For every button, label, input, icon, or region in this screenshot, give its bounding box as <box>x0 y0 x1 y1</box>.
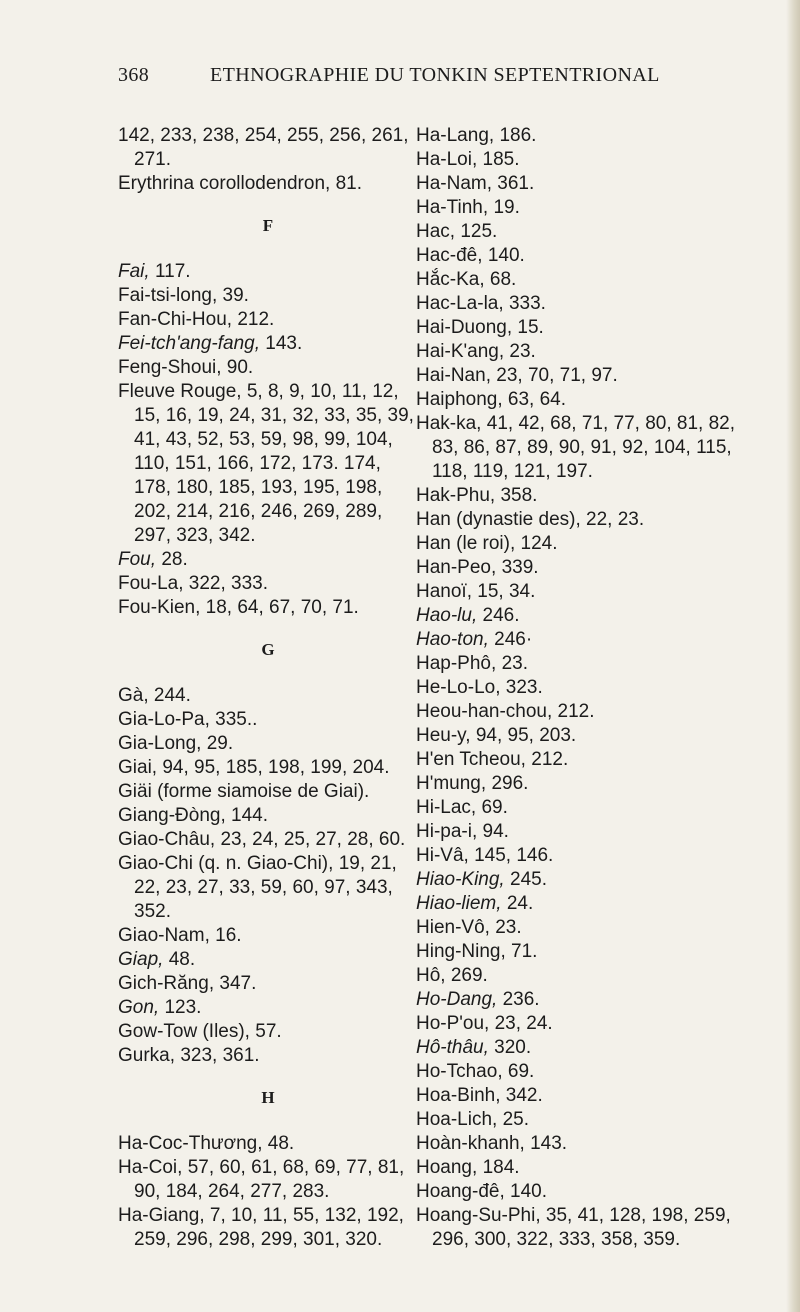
entry-term: Hien-Vô, <box>416 917 490 938</box>
entry-page-refs: 90. <box>226 357 254 378</box>
entry-term: Heou-han-chou, <box>416 701 553 722</box>
entry-page-refs: 323, 361. <box>180 1045 260 1066</box>
entry-page-refs: 143. <box>530 1133 568 1154</box>
entry-term: Fei-tch'ang-fang, <box>118 333 260 354</box>
index-entry <box>416 628 736 652</box>
index-entry <box>416 268 736 292</box>
running-title: ETHNOGRAPHIE DU TONKIN SEPTENTRIONAL <box>210 64 660 86</box>
entry-page-refs: 69. <box>481 797 508 818</box>
index-entry <box>416 244 736 268</box>
index-entry <box>118 1132 418 1156</box>
index-entry <box>118 1020 418 1044</box>
index-entry <box>416 1156 736 1180</box>
index-entry <box>416 124 736 148</box>
entry-term: Ha-Loi, <box>416 149 478 170</box>
index-entry <box>416 172 736 196</box>
entry-term: Giäi <box>118 781 152 802</box>
entry-page-refs: 69. <box>507 1061 535 1082</box>
entry-page-refs: 24. <box>506 893 534 914</box>
entry-term: Han-Peo, <box>416 557 497 578</box>
entry-term: Hô-thâu, <box>416 1037 489 1058</box>
entry-page-refs: 23. <box>495 917 522 938</box>
entry-page-refs: 57. <box>255 1021 282 1042</box>
entry-term: H'en Tcheou, <box>416 749 526 770</box>
entry-page-refs: 5, 8, 9, 10, 11, 12, 15, 16, 19, 24, 31, 32, 33, 35, 39, 41, 43, 52, 53, 59, 98, 99, 104, 110, 151, 166, 172, 173. 174, 178, 180, 185, 193, 195, 198, 202, 214, 216, 246, 269, 289, 297, 323, 342. <box>134 381 414 546</box>
index-entry <box>118 756 418 780</box>
entry-page-refs: 23. <box>501 653 528 674</box>
entry-term: Han <box>416 533 451 554</box>
index-entry <box>416 1132 736 1156</box>
entry-term: Hi-Lac, <box>416 797 477 818</box>
entry-page-refs: (q. n. Giao-Chi), 19, 21, 22, 23, 27, 33, 59, 60, 97, 343, 352. <box>134 853 397 922</box>
entry-page-refs: 18, 64, 67, 70, 71. <box>205 597 359 618</box>
section-letter: F <box>262 216 274 235</box>
entry-term: Hi-pa-i, <box>416 821 478 842</box>
entry-page-refs: 140. <box>510 1181 547 1202</box>
index-entry <box>118 260 418 284</box>
entry-page-refs: 63, 64. <box>507 389 567 410</box>
index-entry <box>416 1108 736 1132</box>
entry-page-refs: 48. <box>267 1133 295 1154</box>
entry-term: Giap, <box>118 949 164 970</box>
index-entry <box>118 332 418 356</box>
entry-page-refs: 144. <box>231 805 268 826</box>
entry-page-refs: 23, 24. <box>494 1013 553 1034</box>
entry-page-refs: 23, 70, 71, 97. <box>496 365 618 386</box>
entry-page-refs: 333. <box>508 293 546 314</box>
entry-term: Hai-Duong, <box>416 317 513 338</box>
index-entry <box>118 804 418 828</box>
index-entry <box>416 484 736 508</box>
entry-term: Ha-Nam, <box>416 173 493 194</box>
entry-page-refs: 236. <box>502 989 540 1010</box>
entry-term: Ha-Giang, <box>118 1205 205 1226</box>
index-entry <box>416 220 736 244</box>
index-entry <box>118 380 418 548</box>
entry-page-refs: 212. <box>557 701 595 722</box>
entry-term: Giao-Nam, <box>118 925 210 946</box>
index-entry <box>416 148 736 172</box>
index-entry <box>118 356 418 380</box>
index-entry <box>416 556 736 580</box>
entry-page-refs: 125. <box>460 221 498 242</box>
index-entry <box>118 596 418 620</box>
entry-page-refs: 39. <box>222 285 249 306</box>
entry-page-refs: 269. <box>450 965 488 986</box>
entry-term: Hoang-đê, <box>416 1181 505 1202</box>
entry-term: Hiao-liem, <box>416 893 502 914</box>
entry-page-refs: 335.. <box>215 709 258 730</box>
index-entry <box>416 868 736 892</box>
index-column-left <box>118 124 418 1252</box>
entry-page-refs: 29. <box>206 733 234 754</box>
page-edge-shadow <box>786 0 800 1312</box>
entry-page-refs: 94, 95, 203. <box>475 725 577 746</box>
index-entry <box>118 1156 418 1204</box>
entry-page-refs: 186. <box>499 125 537 146</box>
entry-page-refs: 322, 333. <box>188 573 269 594</box>
entry-term: Hap-Phô, <box>416 653 497 674</box>
entry-page-refs: 296. <box>491 773 529 794</box>
entry-term: Ho-Dang, <box>416 989 498 1010</box>
entry-page-refs: 347. <box>219 973 257 994</box>
entry-page-refs: 15, 34. <box>477 581 536 602</box>
index-entry <box>416 1060 736 1084</box>
entry-page-refs: 117. <box>154 261 191 282</box>
index-entry <box>416 340 736 364</box>
entry-term: Giai, <box>118 757 158 778</box>
index-entry <box>118 828 418 852</box>
entry-page-refs: 25. <box>502 1109 530 1130</box>
index-entry <box>416 676 736 700</box>
entry-term: Fou, <box>118 549 157 570</box>
entry-term: Gon, <box>118 997 160 1018</box>
entry-page-refs: 361. <box>497 173 535 194</box>
entry-term: Feng-Shoui, <box>118 357 222 378</box>
entry-page-refs: 48. <box>168 949 196 970</box>
entry-term: Hô, <box>416 965 446 986</box>
entry-term: Gia-Lo-Pa, <box>118 709 210 730</box>
index-entry <box>416 892 736 916</box>
entry-term: Hac, <box>416 221 456 242</box>
entry-page-refs: 342. <box>505 1085 543 1106</box>
index-entry <box>118 172 418 196</box>
index-entry <box>416 364 736 388</box>
entry-term: H'mung, <box>416 773 487 794</box>
index-entry <box>118 308 418 332</box>
entry-page-refs: 184. <box>482 1157 520 1178</box>
entry-page-refs: 212. <box>237 309 275 330</box>
index-entry <box>118 996 418 1020</box>
index-entry <box>118 572 418 596</box>
index-entry <box>416 652 736 676</box>
entry-term: Gia-Long, <box>118 733 202 754</box>
index-entry <box>416 1180 736 1204</box>
entry-term: Fan-Chi-Hou, <box>118 309 233 330</box>
entry-term: He-Lo-Lo, <box>416 677 501 698</box>
entry-term: Fou-La, <box>118 573 184 594</box>
entry-term: Fai, <box>118 261 150 282</box>
index-entry <box>416 412 736 484</box>
index-entry <box>416 988 736 1012</box>
index-entry <box>416 292 736 316</box>
entry-page-refs: 41, 42, 68, 71, 77, 80, 81, 82, 83, 86, 87, 89, 90, 91, 92, 104, 115, 118, 119, 121, 197. <box>432 413 736 482</box>
entry-term: Gurka, <box>118 1045 176 1066</box>
entry-term: Hanoï, <box>416 581 472 602</box>
entry-page-refs: 320. <box>494 1037 532 1058</box>
entry-term: Hoa-Lich, <box>416 1109 498 1130</box>
index-entry <box>416 748 736 772</box>
entry-term: Hoa-Binh, <box>416 1085 501 1106</box>
entry-term: Han <box>416 509 451 530</box>
index-entry <box>416 388 736 412</box>
entry-page-refs: (le roi), 124. <box>456 533 558 554</box>
entry-term: Hoàn-khanh, <box>416 1133 525 1154</box>
entry-term: Heu-y, <box>416 725 471 746</box>
index-entry <box>118 852 418 924</box>
index-column-right <box>416 124 736 1252</box>
index-entry <box>118 948 418 972</box>
entry-term: Hoang-Su-Phi, <box>416 1205 541 1226</box>
index-entry <box>416 580 736 604</box>
index-entry <box>416 940 736 964</box>
index-entry <box>416 1036 736 1060</box>
index-entry <box>416 316 736 340</box>
index-entry <box>416 916 736 940</box>
index-entry <box>118 732 418 756</box>
section-letter: H <box>261 1088 275 1107</box>
index-entry <box>118 684 418 708</box>
entry-term: Giang-Đòng, <box>118 805 226 826</box>
entry-term: Gow-Tow (Iles), <box>118 1021 250 1042</box>
entry-term: Fai-tsi-long, <box>118 285 218 306</box>
entry-term: Ho-Tchao, <box>416 1061 503 1082</box>
entry-term: Hao-lu, <box>416 605 478 626</box>
index-entry <box>416 772 736 796</box>
entry-page-refs: 94, 95, 185, 198, 199, 204. <box>162 757 390 778</box>
index-entry <box>416 196 736 220</box>
entry-page-refs: 57, 60, 61, 68, 69, 77, 81, 90, 184, 264, 277, 283. <box>134 1157 405 1202</box>
entry-page-refs: 145, 146. <box>474 845 554 866</box>
entry-term: Hiao-King, <box>416 869 505 890</box>
entry-term: Fleuve Rouge, <box>118 381 242 402</box>
index-entry <box>118 1204 418 1252</box>
entry-page-refs: 19. <box>493 197 520 218</box>
entry-term: Hắc-Ka, <box>416 269 485 290</box>
entry-page-refs: 71. <box>511 941 538 962</box>
entry-page-refs: 142, 233, 238, 254, 255, 256, 261, 271. <box>118 125 409 170</box>
entry-page-refs: 246· <box>494 629 533 650</box>
entry-page-refs: 7, 10, 11, 55, 132, 192, 259, 296, 298, 299, 301, 320. <box>134 1205 404 1250</box>
entry-page-refs: 35, 41, 128, 198, 259, 296, 300, 322, 333, 358, 359. <box>432 1205 731 1250</box>
index-entry <box>416 724 736 748</box>
entry-term: Giao-Chi <box>118 853 193 874</box>
index-entry <box>416 820 736 844</box>
index-entry <box>416 964 736 988</box>
entry-term: Ha-Tinh, <box>416 197 489 218</box>
index-entry <box>416 508 736 532</box>
section-letter: G <box>261 640 275 659</box>
entry-page-refs: 16. <box>215 925 242 946</box>
entry-page-refs: (forme siamoise de Giai). <box>157 781 370 802</box>
index-entry <box>118 1044 418 1068</box>
index-entry <box>416 844 736 868</box>
index-entry <box>118 284 418 308</box>
index-entry <box>416 700 736 724</box>
entry-term: Hac-đê, <box>416 245 483 266</box>
entry-page-refs: 244. <box>153 685 191 706</box>
entry-term: Hai-K'ang, <box>416 341 505 362</box>
entry-page-refs: 15. <box>517 317 544 338</box>
index-entry <box>416 1204 736 1252</box>
entry-term: Gich-Răng, <box>118 973 215 994</box>
entry-term: Haiphong, <box>416 389 503 410</box>
entry-page-refs: 94. <box>482 821 509 842</box>
index-entry <box>118 124 418 172</box>
index-entry <box>416 1084 736 1108</box>
index-entry <box>118 780 418 804</box>
entry-term: Erythrina corollodendron, <box>118 173 331 194</box>
entry-page-refs: 123. <box>164 997 202 1018</box>
entry-page-refs: 23. <box>509 341 536 362</box>
index-entry <box>118 972 418 996</box>
index-entry <box>118 708 418 732</box>
entry-page-refs: 339. <box>501 557 539 578</box>
entry-page-refs: 23, 24, 25, 27, 28, 60. <box>220 829 406 850</box>
entry-term: Hac-La-la, <box>416 293 504 314</box>
entry-page-refs: 143. <box>265 333 303 354</box>
entry-term: Ho-P'ou, <box>416 1013 490 1034</box>
entry-term: Fou-Kien, <box>118 597 201 618</box>
entry-page-refs: 212. <box>531 749 569 770</box>
entry-term: Hao-ton, <box>416 629 489 650</box>
entry-page-refs: 28. <box>161 549 188 570</box>
entry-term: Hing-Ning, <box>416 941 506 962</box>
index-entry <box>118 548 418 572</box>
entry-page-refs: 323. <box>505 677 543 698</box>
entry-term: Giao-Châu, <box>118 829 216 850</box>
entry-page-refs: 140. <box>487 245 525 266</box>
entry-term: Hai-Nan, <box>416 365 491 386</box>
index-entry <box>416 1012 736 1036</box>
entry-page-refs: (dynastie des), 22, 23. <box>456 509 645 530</box>
entry-term: Hak-Phu, <box>416 485 496 506</box>
entry-term: Hi-Vâ, <box>416 845 469 866</box>
index-entry <box>416 532 736 556</box>
entry-term: Hoang, <box>416 1157 478 1178</box>
entry-page-refs: 68. <box>489 269 517 290</box>
entry-term: Ha-Coc-Thương, <box>118 1133 263 1154</box>
entry-term: Gà, <box>118 685 149 706</box>
index-entry <box>118 924 418 948</box>
entry-term: Ha-Coi, <box>118 1157 183 1178</box>
entry-page-refs: 358. <box>500 485 538 506</box>
page-number: 368 <box>118 64 150 86</box>
entry-page-refs: 81. <box>335 173 362 194</box>
entry-page-refs: 246. <box>482 605 520 626</box>
entry-term: Hak-ka, <box>416 413 482 434</box>
entry-page-refs: 185. <box>482 149 520 170</box>
entry-page-refs: 245. <box>510 869 547 890</box>
index-entry <box>416 796 736 820</box>
entry-term: Ha-Lang, <box>416 125 495 146</box>
index-entry <box>416 604 736 628</box>
